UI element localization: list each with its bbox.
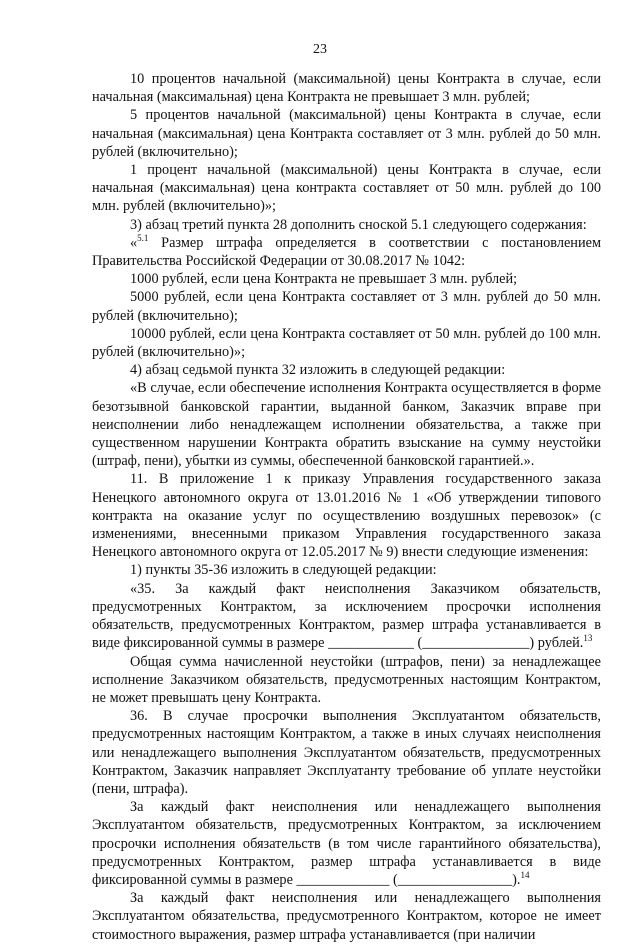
- paragraph: 36. В случае просрочки выполнения Эксплуатантом обязательств, предусмотренных настоящим Контрактом, а также в иных случаях неисполнения или ненадлежащего выполнения Эксплуатантом обязательств, предусмотренных Контрактом, Заказчик направляет Эксплуатанту требование об уплате неустойки (пени, штрафа).: [92, 708, 601, 797]
- paragraph: 4) абзац седьмой пункта 32 изложить в следующей редакции:: [130, 362, 506, 379]
- page-number: 23: [313, 42, 327, 57]
- footnote-marker: 14: [520, 870, 530, 881]
- paragraph: За каждый факт неисполнения или ненадлежащего выполнения Эксплуатантом обязательств, предусмотренных Контрактом, за исключением просрочки исполнения обязательств (в том числе гарантийного обязательства), предусмотренных Контрактом, размер штрафа устанавливается в виде фиксированной суммы в размере _____________ (________________).$^{14}$: [92, 799, 601, 888]
- paragraph: «$^{5.1}$ Размер штрафа определяется в соответствии с постановлением Правительства Российской Федерации от 30.08.2017 № 1042:: [92, 233, 601, 270]
- paragraph: 1000 рублей, если цена Контракта не превышает 3 млн. рублей;: [130, 271, 518, 288]
- paragraph: 3) абзац третий пункта 28 дополнить сноской 5.1 следующего содержания:: [130, 216, 587, 233]
- paragraph: Общая сумма начисленной неустойки (штрафов, пени) за ненадлежащее исполнение Заказчиком обязательств, предусмотренных настоящим Контрактом, не может превышать цену Контракта.: [92, 653, 601, 706]
- footnote-marker: 5.1: [137, 233, 149, 244]
- paragraph: 1 процент начальной (максимальной) цены Контракта в случае, если начальная (максимальная) цена контракта составляет от 50 млн. рублей до 100 млн. рублей (включительно)»;: [92, 162, 601, 215]
- paragraph: «В случае, если обеспечение исполнения Контракта осуществляется в форме безотзывной банковской гарантии, выданной банком, Заказчик вправе при неисполнении либо ненадлежащем исполнении обязательства, а также при существенном нарушении Контракта обратить взыскание на сумму неустойки (штраф, пени), убытки из суммы, обеспеченной банковской гарантией.».: [92, 380, 601, 470]
- paragraph: 10 процентов начальной (максимальной) цены Контракта в случае, если начальная (максимальная) цена Контракта не превышает 3 млн. рублей;: [92, 71, 601, 106]
- footnote-marker: 13: [583, 633, 593, 644]
- paragraph: 10000 рублей, если цена Контракта составляет от 50 млн. рублей до 100 млн. рублей (включительно)»;: [92, 325, 601, 361]
- paragraph: «35. За каждый факт неисполнения Заказчиком обязательств, предусмотренных Контрактом, за исключением просрочки исполнения обязательств, предусмотренных Контрактом, размер штрафа устанавливается в виде фиксированной суммы в размере ____________ (_______________) рублей.$^{13}$: [92, 580, 601, 652]
- paragraph: 5000 рублей, если цена Контракта составляет от 3 млн. рублей до 50 млн. рублей (включительно);: [92, 289, 601, 324]
- document-body: [92, 70, 601, 944]
- paragraph: За каждый факт неисполнения или ненадлежащего выполнения Эксплуатантом обязательства, предусмотренного Контрактом, которое не имеет стоимостного выражения, размер штрафа устанавливается (при наличии: [92, 890, 601, 943]
- paragraph: 1) пункты 35-36 изложить в следующей редакции:: [130, 562, 437, 579]
- paragraph: 11. В приложение 1 к приказу Управления государственного заказа Ненецкого автономного округа от 13.01.2016 № 1 «Об утверждении типового контракта на оказание услуг по осуществлению воздушных перевозок» (с изменениями, внесенными приказом Управления государственного заказа Ненецкого автономного округа от 12.05.2017 № 9) внести следующие изменения:: [92, 471, 601, 561]
- paragraph: 5 процентов начальной (максимальной) цены Контракта в случае, если начальная (максимальная) цена Контракта составляет от 3 млн. рублей до 50 млн. рублей (включительно);: [92, 107, 601, 160]
